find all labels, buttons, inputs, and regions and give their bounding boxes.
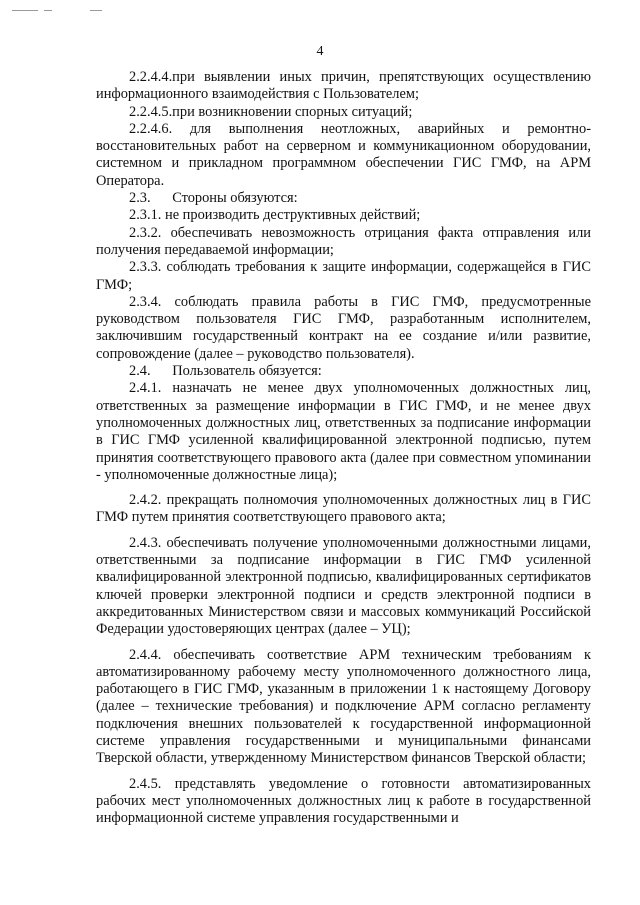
paragraph-text: при возникновении спорных ситуаций; xyxy=(172,103,413,120)
paragraph-number: 2.3.1. xyxy=(129,207,162,224)
scan-mark xyxy=(44,10,52,11)
paragraph-text: представлять уведомление о готовности автоматизированных рабочих мест уполномоченных должностных лиц к работе в государственной информационной системе управления государственными и xyxy=(96,775,591,827)
paragraph-number: 2.4.4. xyxy=(129,646,162,663)
paragraph-text: не производить деструктивных действий; xyxy=(165,207,421,224)
paragraph-2-2-4-5 xyxy=(96,104,591,121)
paragraph-2-4-1 xyxy=(96,380,591,484)
paragraph-text: обеспечивать соответствие АРМ техническим требованиям к автоматизированному рабочему месту уполномоченного должностного лица, работающего в ГИС ГМФ, указанным в приложении 1 к настоящему Договору (далее – технические требования) и подключение АРМ согласно регламенту подключения внешних пользователей к государственной информационной системе управления государственными и муниципальными финансами Тверской области, утвержденному Министерством финансов Тверской области; xyxy=(96,646,591,767)
paragraph-2-4 xyxy=(96,363,591,380)
paragraph-number: 2.4. xyxy=(129,363,151,380)
paragraph-text: Пользователь обязуется: xyxy=(172,363,322,380)
paragraph-number: 2.3.2. xyxy=(129,224,162,241)
paragraph-number: 2.4.5. xyxy=(129,775,162,792)
paragraph-2-3-3 xyxy=(96,259,591,294)
paragraph-number: 2.4.1. xyxy=(129,380,162,397)
paragraph-text: при выявлении иных причин, препятствующих осуществлению информационного взаимодействия с Пользователем; xyxy=(96,69,591,103)
paragraph-2-2-4-4 xyxy=(96,69,591,104)
paragraph-2-4-4 xyxy=(96,647,591,768)
paragraph-number: 2.3.3. xyxy=(129,259,162,276)
paragraph-number: 2.4.3. xyxy=(129,534,162,551)
paragraph-number: 2.3. xyxy=(129,190,151,207)
paragraph-2-4-3 xyxy=(96,535,591,639)
scan-mark xyxy=(12,10,38,11)
paragraph-number: 2.2.4.5. xyxy=(129,103,173,120)
paragraph-2-3 xyxy=(96,190,591,207)
paragraph-text: прекращать полномочия уполномоченных должностных лиц в ГИС ГМФ путем принятия соответствующего правового акта; xyxy=(96,492,591,526)
paragraph-number: 2.3.4. xyxy=(129,293,162,310)
paragraph-number: 2.2.4.6. xyxy=(129,120,173,137)
paragraph-text: для выполнения неотложных, аварийных и ремонтно-восстановительных работ на серверном и коммуникационном оборудовании, системном и прикладном программном обеспечении ГИС ГМФ, на АРМ Оператора. xyxy=(96,120,591,189)
paragraph-2-3-4 xyxy=(96,294,591,363)
paragraph-2-3-2 xyxy=(96,225,591,260)
paragraph-2-2-4-6 xyxy=(96,121,591,190)
paragraph-text: назначать не менее двух уполномоченных должностных лиц, ответственных за размещение информации в ГИС ГМФ, и не менее двух уполномоченных должностных лиц, ответственных за подписание информации в ГИС ГМФ усиленной квалифицированной электронной подписью, путем принятия соответствующего правового акта (далее при совместном упоминании - уполномоченные должностные лица); xyxy=(96,380,591,483)
paragraph-text: обеспечивать невозможность отрицания факта отправления или получения передаваемой информации; xyxy=(96,224,591,258)
paragraph-text: соблюдать требования к защите информации, содержащейся в ГИС ГМФ; xyxy=(96,259,591,293)
paragraph-2-4-5 xyxy=(96,776,591,828)
paragraph-2-3-1 xyxy=(96,207,591,224)
paragraph-text: Стороны обязуются: xyxy=(172,190,298,207)
paragraph-number: 2.4.2. xyxy=(129,492,162,509)
paragraph-text: соблюдать правила работы в ГИС ГМФ, предусмотренные руководством пользователя ГИС ГМФ, разработанным исполнителем, заключившим государственный контракт на ее создание и/или развитие, сопровождение (далее – руководство пользователя). xyxy=(96,293,591,362)
page-number: 4 xyxy=(316,44,324,59)
paragraph-text: обеспечивать получение уполномоченными должностными лицами, ответственными за подписание информации в ГИС ГМФ усиленной квалифицированной электронной подписью, квалифицированных сертификатов ключей проверки электронной подписи и средств электронной подписи в аккредитованных Министерством связи и массовых коммуникаций Российской Федерации удостоверяющих центрах (далее – УЦ); xyxy=(96,534,591,638)
scan-mark xyxy=(90,10,102,11)
paragraph-2-4-2 xyxy=(96,492,591,527)
document-body xyxy=(96,69,591,827)
paragraph-number: 2.2.4.4. xyxy=(129,69,173,85)
